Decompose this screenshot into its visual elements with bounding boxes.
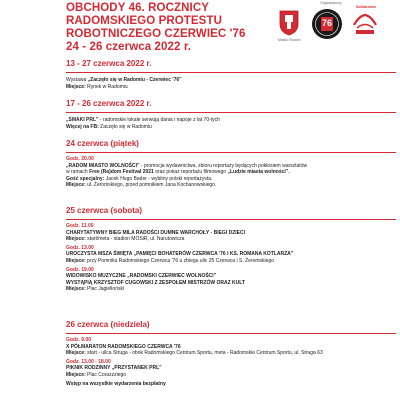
bold-text-run: „RADOM MIASTO WOLNOŚCI” bbox=[66, 162, 140, 169]
section-title: 25 czerwca (sobota) bbox=[66, 206, 143, 215]
text-run: Jacek Hugo Bader - wybitny polski reportażysta. bbox=[105, 175, 213, 182]
solidarnosc-logo-icon bbox=[350, 11, 380, 37]
section-title: 13 - 27 czerwca 2022 r. bbox=[66, 59, 152, 68]
text-run: - promocja wydawnictwa, zbioru reportaży będących pokłosiem warsztatów bbox=[139, 162, 308, 169]
event-line bbox=[66, 124, 396, 131]
event-time: Godz. 11.00 bbox=[66, 223, 94, 229]
bold-text-run: Gość specjalny: bbox=[66, 175, 106, 182]
event-line bbox=[66, 280, 396, 287]
bold-text-run: Wstęp na wszystkie wydarzenia bezpłatny bbox=[66, 380, 166, 387]
bold-text-run: Miejsce: bbox=[66, 182, 88, 189]
text-run: oraz pokaz reportażu filmowego bbox=[153, 169, 228, 176]
section-divider bbox=[66, 219, 396, 220]
text-run: ul. Żeromskiego, przed pomnikiem Jana Kochanowskiego. bbox=[87, 182, 217, 189]
event-line bbox=[66, 84, 396, 91]
text-run: Wystawa bbox=[66, 77, 88, 83]
event-line bbox=[66, 163, 396, 170]
bold-text-run: Miejsce: bbox=[66, 257, 88, 264]
event-line bbox=[66, 350, 396, 357]
radom-coat-of-arms-icon bbox=[279, 10, 299, 36]
bold-text-run: Miejsce: bbox=[66, 286, 88, 293]
bold-text-run: Więcej na FB: bbox=[66, 123, 101, 130]
event-line bbox=[66, 359, 396, 366]
event-line bbox=[66, 365, 396, 372]
event-time: Godz. 13.00 bbox=[66, 244, 94, 251]
event-line bbox=[66, 182, 396, 189]
text-run: Plac Corazzziego bbox=[87, 371, 127, 378]
event-line bbox=[66, 286, 396, 293]
bold-text-run: CHARYTATYWNY BIEG MILA RADOŚCI DUMNE WARCHOŁY - BIEGI DZIECI bbox=[66, 229, 245, 236]
text-run: - radomskie lokale serwują dania i napoje z lat 70-tych bbox=[98, 117, 220, 123]
event-line bbox=[66, 156, 396, 163]
text-run: w ramach bbox=[66, 169, 90, 176]
text-run: Zaczęło się w Radomiu bbox=[100, 123, 152, 130]
text-run: Rynek w Radomiu bbox=[87, 83, 128, 90]
event-line bbox=[66, 273, 396, 280]
section-title: 17 - 26 czerwca 2022 r. bbox=[66, 99, 152, 108]
text-run: start/meta - stadion MOSiR, ul. Narutowicza bbox=[87, 236, 185, 243]
event-line bbox=[66, 337, 396, 344]
event-line bbox=[66, 117, 396, 124]
event-time: Godz. 9.00 bbox=[66, 337, 92, 343]
logo-city-caption: Miasto Radom bbox=[278, 38, 301, 42]
text-run: przy Pomniku Radomskiego Czerwca '76 u zbiegu ulic 25 Czerwca i S. Żeromskiego bbox=[87, 257, 274, 264]
section-24-june-friday bbox=[66, 139, 396, 189]
bold-text-run: Miejsce: bbox=[66, 236, 88, 243]
bold-text-run: X PÓŁMARATON RADOMSKIEGO CZERWCA '76 bbox=[66, 343, 181, 350]
bold-text-run: Free (Ra)dom Festival 2021 bbox=[89, 169, 154, 176]
bold-text-run: Miejsce: bbox=[66, 350, 88, 357]
section-divider bbox=[66, 152, 396, 153]
bold-text-run: „Ludzie miasta wolności”. bbox=[227, 169, 290, 176]
bold-text-run: Miejsce: bbox=[66, 83, 88, 90]
text-run: start - ulica Struga - obok Radomskiego Centrum Sportu, meta - Radomskie Centrum Sportu, ul. Struga 63 bbox=[87, 350, 323, 357]
section-divider bbox=[66, 72, 396, 73]
event-line bbox=[66, 236, 396, 243]
bold-text-run: WYSTĄPIĄ KRZYSZTOF CUGOWSKI Z ZESPOŁEM MISTRZÓW ORAZ KULT bbox=[66, 279, 245, 286]
poster-title: OBCHODY 46. ROCZNICY RADOMSKIEGO PROTESTU ROBOTNICZEGO CZERWIEC '76 24 - 26 czerwca 2022 r. bbox=[66, 2, 246, 53]
section-13-27-june bbox=[66, 59, 396, 90]
logo-organizer-caption: Organizatorzy bbox=[320, 1, 342, 5]
section-divider bbox=[66, 333, 396, 334]
event-line bbox=[66, 230, 396, 237]
section-25-june-saturday bbox=[66, 206, 396, 293]
bold-text-run: WIDOWISKO MUZYCZNE „RADOMSKI CZERWIEC WOLNOŚCI” bbox=[66, 273, 217, 280]
section-title: 26 czerwca (niedziela) bbox=[66, 320, 150, 329]
section-17-26-june bbox=[66, 99, 396, 130]
event-line bbox=[66, 77, 396, 84]
bold-text-run: „SMAKI PRL” bbox=[66, 117, 99, 123]
bold-text-run: „Zaczęło się w Radomiu - Czerwiec '76” bbox=[87, 77, 182, 83]
bold-text-run: UROCZYSTA MSZA ŚWIĘTA „PAMIĘCI BOHATERÓW CZERWCA '76 I KS. ROMANA KOTLARZA” bbox=[66, 251, 294, 258]
bold-text-run: Miejsce: bbox=[66, 371, 88, 378]
badge-76-label: 76 bbox=[321, 18, 332, 28]
event-line bbox=[66, 169, 396, 176]
event-line bbox=[66, 344, 396, 351]
event-line bbox=[66, 251, 396, 258]
bold-text-run: PIKNIK RODZINNY „PRZYSTANEK PRL” bbox=[66, 365, 162, 372]
event-time: Godz. 13.00 - 18.00 bbox=[66, 358, 111, 365]
event-time: Godz. 20.00 bbox=[66, 156, 94, 162]
section-title: 24 czerwca (piątek) bbox=[66, 139, 139, 148]
event-time: Godz. 19.00 bbox=[66, 266, 94, 273]
section-divider bbox=[66, 112, 396, 113]
event-line bbox=[66, 258, 396, 265]
logo-solidarnosc-caption: Solidarność bbox=[356, 5, 377, 9]
section-26-june-sunday bbox=[66, 320, 396, 387]
text-run: Plac Jagielloński bbox=[87, 286, 125, 293]
event-line bbox=[66, 372, 396, 379]
event-line bbox=[66, 223, 396, 230]
event-line bbox=[66, 381, 396, 388]
